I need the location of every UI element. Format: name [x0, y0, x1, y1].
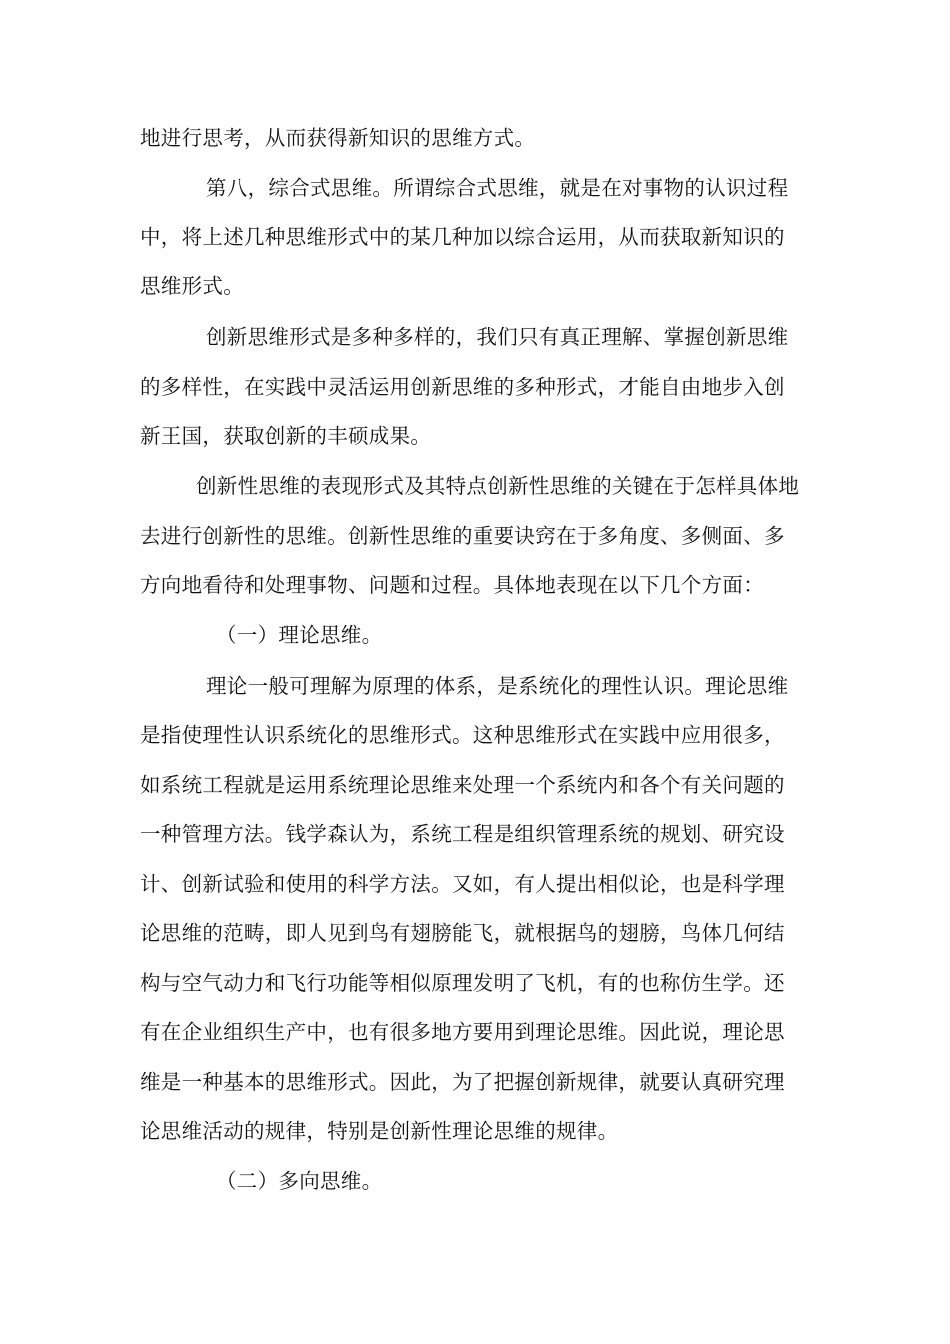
text-line: 地进行思考，从而获得新知识的思维方式。	[140, 126, 536, 150]
text-line: 方向地看待和处理事物、问题和过程。具体地表现在以下几个方面：	[140, 573, 764, 597]
text-line: 计、创新试验和使用的科学方法。又如，有人提出相似论，也是科学理	[140, 872, 785, 896]
section-heading-multidirectional-thinking: （二）多向思维。	[216, 1169, 383, 1193]
text-line: 创新性思维的表现形式及其特点创新性思维的关键在于怎样具体地	[196, 474, 800, 498]
text-line: 思维形式。	[140, 274, 244, 298]
text-line: 论思维的范畴，即人见到鸟有翅膀能飞，就根据鸟的翅膀，鸟体几何结	[140, 921, 785, 945]
text-line: 论思维活动的规律，特别是创新性理论思维的规律。	[140, 1119, 619, 1143]
section-heading-theoretical-thinking: （一）理论思维。	[216, 623, 383, 647]
text-line: 维是一种基本的思维形式。因此，为了把握创新规律，就要认真研究理	[140, 1070, 785, 1094]
text-line: 构与空气动力和飞行功能等相似原理发明了飞机，有的也称仿生学。还	[140, 971, 785, 995]
text-line: 理论一般可理解为原理的体系，是系统化的理性认识。理论思维	[206, 674, 789, 698]
text-line: 是指使理性认识系统化的思维形式。这种思维形式在实践中应用很多，	[140, 723, 785, 747]
text-line: 新王国，获取创新的丰硕成果。	[140, 424, 432, 448]
text-line: 去进行创新性的思维。创新性思维的重要诀窍在于多角度、多侧面、多	[140, 524, 785, 548]
text-line: 有在企业组织生产中，也有很多地方要用到理论思维。因此说，理论思	[140, 1020, 785, 1044]
text-line: 如系统工程就是运用系统理论思维来处理一个系统内和各个有关问题的	[140, 773, 785, 797]
text-line: 的多样性，在实践中灵活运用创新思维的多种形式，才能自由地步入创	[140, 375, 785, 399]
text-line: 一种管理方法。钱学森认为，系统工程是组织管理系统的规划、研究设	[140, 822, 785, 846]
text-line: 中，将上述几种思维形式中的某几种加以综合运用，从而获取新知识的	[140, 225, 785, 249]
text-line: 创新思维形式是多种多样的，我们只有真正理解、掌握创新思维	[206, 325, 789, 349]
text-line: 第八，综合式思维。所谓综合式思维，就是在对事物的认识过程	[206, 176, 789, 200]
